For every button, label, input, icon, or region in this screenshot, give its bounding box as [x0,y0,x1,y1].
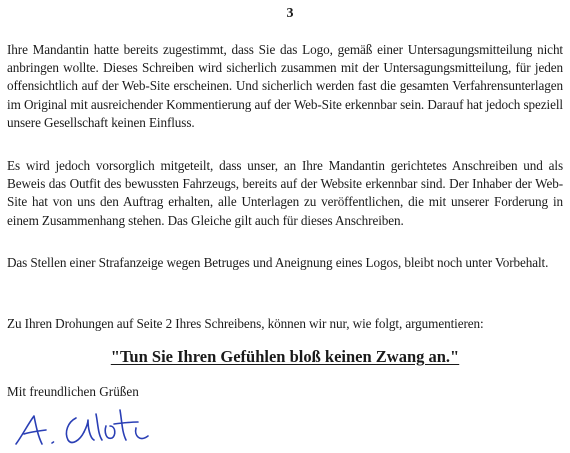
paragraph-website-notice: Es wird jedoch vorsorglich mitgeteilt, dass unser, an Ihre Mandantin gerichtetes Anschreiben und als Beweis das Outfit des bewussten Fahrzeugs, bereits auf der Website erkennbar sind. Der Inhaber der Web-Site hat von uns den Auftrag erhalten, alle Unterlagen zu veröffentlichen, die mit unserer Forderung in einem Zusammenhang stehen. Das Gleiche gilt auch für dieses Anschreiben. [7,158,563,228]
closing-greeting: Mit freundlichen Grüßen [7,384,139,399]
paragraph-logo-consent: Ihre Mandantin hatte bereits zugestimmt, dass Sie das Logo, gemäß einer Untersagungsmitteilung nicht anbringen wollte. Dieses Schreiben wird sicherlich zusammen mit der Untersagungsmitteilung, für jeden offensichtlich auf der Web-Site erscheinen. Und sicherlich werden fast die gesamten Verfahrensunterlagen im Original mit ausreichender Kommentierung auf der Web-Site erkennbar sein. Darauf hat jedoch speziell unsere Gesellschaft keinen Einfluss. [7,42,563,130]
paragraph-criminal-complaint: Das Stellen einer Strafanzeige wegen Betruges und Aneignung eines Logos, bleibt noch unter Vorbehalt. [7,255,549,270]
page-number: 3 [286,6,294,21]
quote-heading: "Tun Sie Ihren Gefühlen bloß keinen Zwang an." [110,347,460,366]
signature-icon [6,396,176,453]
paragraph-threats-response: Zu Ihren Drohungen auf Seite 2 Ihres Schreibens, können wir nur, wie folgt, argumentieren: [7,316,484,331]
